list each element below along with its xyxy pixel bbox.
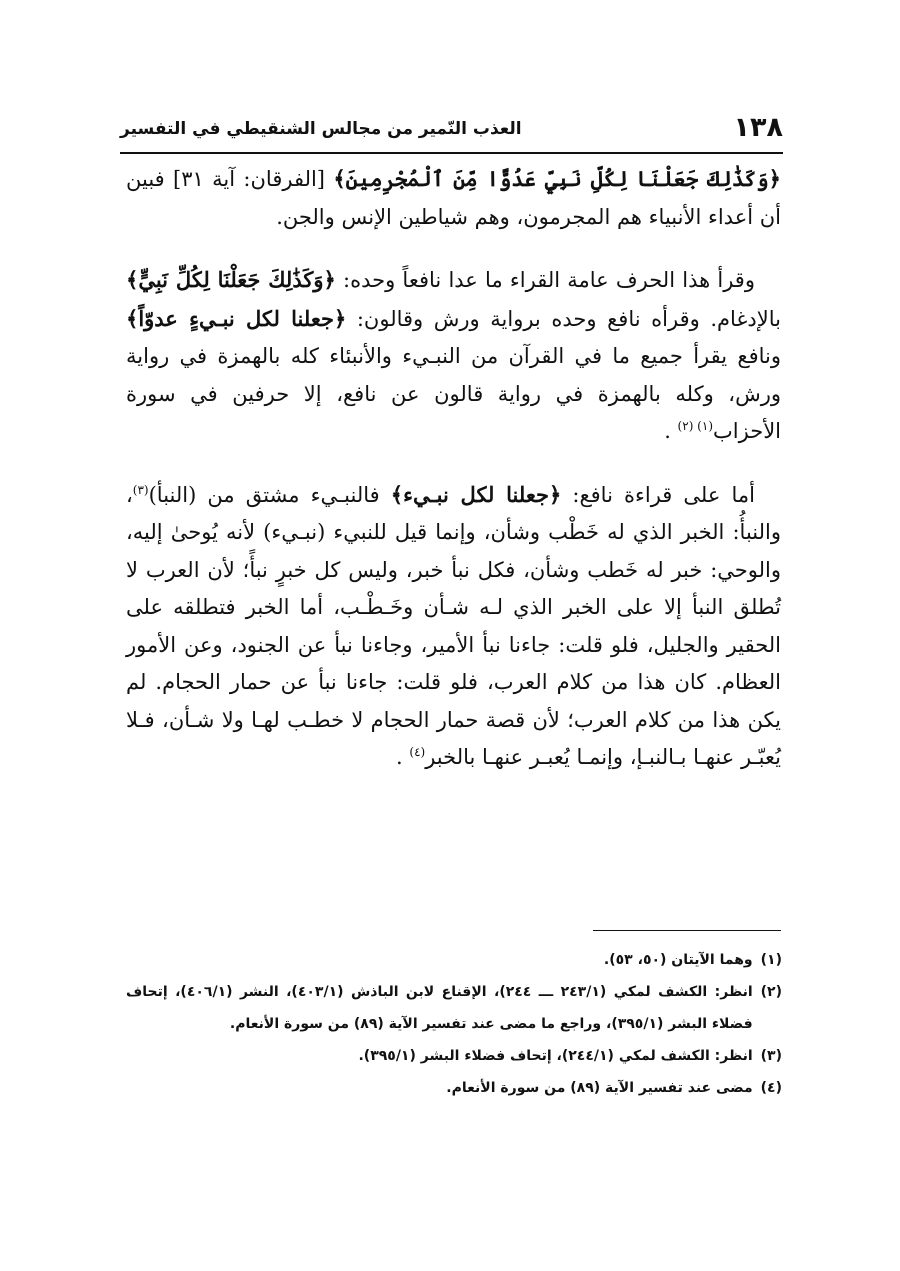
quran-brace-open: ﴿ bbox=[323, 268, 336, 292]
paragraph-text: وقرأ هذا الحرف عامة القراء ما عدا نافعاً وحده: bbox=[335, 268, 755, 292]
footnote-number: (٢) bbox=[760, 984, 782, 1000]
nafi-reading: جعلنا لكل نبـيءٍ عدوّاً bbox=[138, 305, 334, 331]
reading-brace-close: ﴾ bbox=[126, 306, 139, 331]
quran-brace-open: ﴿ bbox=[768, 167, 781, 191]
paragraph-text: ، والنبأُ: الخبر الذي له خَطْب وشأن، وإنما قيل للنبيء (نبـيء) لأنه يُوحىٰ إليه، والوحي: خبر له خَطب وشأن، فكل نبأ خبر، وليس كل خبرٍ نبأً؛ لأن العرب لا تُطلق النبأ إلا على الخبر الذي لـه شـأن وخَـطْـب، أما الخبر فتطلقه على الحقير والجليل، فلو قلت: جاءنا نبأ الأمير، وجاءنا نبأ عن الجنود، وعن الأمور العظام. كان هذا من كلام العرب، فلو قلت: جاءنا نبأ عن حمار الحجام. لم يكن هذا من كلام العرب؛ لأن قصة حمار الحجام لا خطـب لهـا ولا شـأن، فـلا يُعبّـر عنهـا بـالنبـإ، وإنمـا يُعبـر عنهـا بالخبر bbox=[126, 482, 781, 769]
footnote-number: (٤) bbox=[760, 1080, 782, 1096]
footnote-marker: (٣) bbox=[132, 482, 149, 497]
reading-brace-open: ﴿ bbox=[548, 482, 562, 507]
paragraph-text: [الفرقان: آية ٣١] فبين أن أعداء الأنبياء هم المجرمون، وهم شياطين الإنس والجن. bbox=[126, 167, 781, 229]
footnote-number: (٣) bbox=[760, 1048, 782, 1064]
paragraph-text: ونافع يقرأ جميع ما في القرآن من النبـيء والأنبئاء كله بالهمزة في رواية ورش، وكله بالهمزة في رواية قالون عن نافع، إلا حرفين في سورة الأحزاب bbox=[126, 344, 781, 443]
footnote-marker: (١) (٢) bbox=[677, 419, 714, 433]
paragraph-end: . bbox=[664, 419, 678, 443]
footnote-text: مضى عند تفسير الآية (٨٩) من سورة الأنعام. bbox=[446, 1080, 753, 1096]
footnote-item bbox=[126, 1040, 782, 1072]
running-title: العذب النّمير من مجالس الشنقيطي في التفسير bbox=[120, 119, 522, 139]
page-header bbox=[120, 108, 783, 148]
paragraph-end: . bbox=[396, 745, 410, 769]
reading-brace-close: ﴾ bbox=[390, 482, 404, 507]
quran-verse: وَكَذَٰلِكَ جَعَلْنَا لِكُلِّ نَبِيٍّ bbox=[138, 267, 324, 292]
footnote-text: انظر: الكشف لمكي (٢٤٤/١)، إتحاف فضلاء البشر (٣٩٥/١). bbox=[358, 1048, 753, 1064]
paragraph-3 bbox=[126, 476, 781, 777]
paragraph-1 bbox=[126, 160, 781, 236]
quran-verse: وَكَذَٰلِكَ جَعَلْنَا لِكُلِّ نَبِيٍّ عَدُوًّا مِّنَ ٱلْمُجْرِمِينَ bbox=[345, 166, 769, 191]
footnote-number: (١) bbox=[760, 952, 782, 968]
paragraph-text: أما على قراءة نافع: bbox=[561, 482, 755, 507]
quran-brace-close: ﴾ bbox=[126, 268, 139, 292]
footnote-item bbox=[126, 1072, 782, 1104]
footnote-item bbox=[126, 944, 782, 976]
reading-brace-open: ﴿ bbox=[333, 306, 347, 331]
paragraph-2 bbox=[126, 261, 781, 451]
paragraph-text: فالنبـيء مشتق من (النبأ) bbox=[148, 482, 391, 507]
footnotes bbox=[126, 944, 782, 1104]
footnote-text: وهما الآيتان (٥٠، ٥٣). bbox=[603, 952, 753, 968]
quran-brace-close: ﴾ bbox=[333, 167, 346, 191]
footnotes-rule bbox=[593, 930, 781, 931]
footnote-text: انظر: الكشف لمكي (٢٤٣/١ ـــ ٢٤٤)، الإقناع لابن الباذش (٤٠٣/١)، النشر (٤٠٦/١)، إتحاف فضلاء البشر (٣٩٥/١)، وراجع ما مضى عند تفسير الآية (٨٩) من سورة الأنعام. bbox=[126, 984, 753, 1032]
nafi-reading: جعلنا لكل نبـيء bbox=[403, 481, 549, 507]
paragraph-text: بالإدغام. وقرأه نافع وحده برواية ورش وقالون: bbox=[346, 306, 781, 331]
footnote-marker: (٤) bbox=[409, 745, 426, 759]
main-text bbox=[126, 160, 781, 802]
page-number: ١٣٨ bbox=[733, 112, 783, 143]
footnote-item bbox=[126, 976, 782, 1040]
header-rule bbox=[120, 152, 783, 154]
